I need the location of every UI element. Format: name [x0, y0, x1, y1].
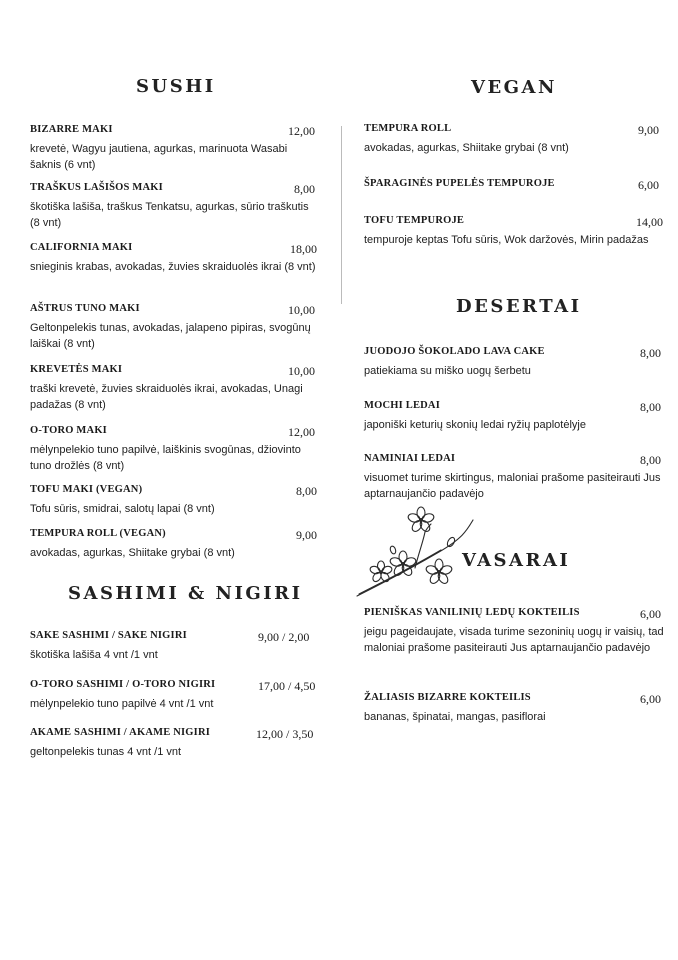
item-name: SAKE SASHIMI / SAKE NIGIRI: [30, 630, 187, 641]
item-price: 8,00: [640, 400, 661, 414]
item-price: 6,00: [640, 692, 661, 706]
item-description: japoniški keturių skonių ledai ryžių paplotėlyje: [364, 419, 586, 431]
item-price: 9,00: [296, 528, 317, 542]
item-price: 12,00 / 3,50: [256, 727, 314, 741]
item-price: 8,00: [296, 484, 317, 498]
item-description: avokadas, agurkas, Shiitake grybai (8 vnt): [364, 142, 569, 154]
item-price: 12,00: [288, 124, 315, 138]
item-name: AŠTRUS TUNO MAKI: [30, 303, 140, 314]
item-price: 17,00 / 4,50: [258, 679, 316, 693]
item-description: škotiška lašiša 4 vnt /1 vnt: [30, 649, 158, 661]
menu-item: [30, 727, 322, 760]
menu-item: [30, 124, 320, 173]
menu-item: [30, 679, 322, 712]
item-description: Geltonpelekis tunas, avokadas, jalapeno pipiras, svogūnų laiškai (8 vnt): [30, 322, 311, 350]
section-heading-vasarai: VASARAI: [462, 550, 571, 571]
menu-item: [30, 303, 322, 352]
item-description: visuomet turime skirtingus, maloniai prašome pasiteirauti Jus aptarnaujančio padavėjo: [364, 472, 661, 500]
menu-item: [30, 484, 322, 517]
menu-item: [364, 346, 664, 379]
item-description: bananas, špinatai, mangas, pasiflorai: [364, 711, 546, 723]
item-description: jeigu pageidaujate, visada turime sezoninių uogų ir vaisių, tad maloniai prašome pasiteirauti Jus aptarnaujančio padavėjo: [364, 626, 664, 654]
menu-item: [364, 400, 664, 433]
item-description: mėlynpelekio tuno papilvė, laiškinis svogūnas, džiovinto tuno drožlės (8 vnt): [30, 444, 301, 472]
item-name: BIZARRE MAKI: [30, 124, 113, 135]
item-description: krevetė, Wagyu jautiena, agurkas, marinuota Wasabi šaknis (6 vnt): [30, 143, 288, 171]
section-heading-sushi: SUSHI: [136, 76, 216, 97]
item-description: mėlynpelekio tuno papilvė 4 vnt /1 vnt: [30, 698, 214, 710]
item-name: O-TORO MAKI: [30, 425, 107, 436]
item-name: KREVETĖS MAKI: [30, 364, 123, 375]
cherry-blossom-icon: [355, 506, 475, 602]
menu-item: [364, 453, 664, 502]
item-name: O-TORO SASHIMI / O-TORO NIGIRI: [30, 679, 216, 690]
item-name: TEMPURA ROLL (VEGAN): [30, 528, 166, 539]
column-divider: [341, 126, 342, 304]
section-heading-vegan: VEGAN: [471, 77, 557, 98]
menu-item: [30, 182, 320, 231]
item-price: 8,00: [640, 346, 661, 360]
menu-item: [364, 178, 664, 192]
item-description: snieginis krabas, avokadas, žuvies skraiduolės ikrai (8 vnt): [30, 261, 316, 273]
section-heading-desertai: DESERTAI: [456, 296, 582, 317]
item-name: PIENIŠKAS VANILINIŲ LEDŲ KOKTEILIS: [364, 607, 580, 618]
item-price: 6,00: [638, 178, 659, 192]
menu-item: [30, 242, 320, 275]
item-description: geltonpelekis tunas 4 vnt /1 vnt: [30, 746, 182, 758]
item-description: škotiška lašiša, traškus Tenkatsu, agurkas, sūrio traškutis (8 vnt): [30, 201, 309, 229]
item-price: 14,00: [636, 215, 663, 229]
menu-item: [364, 123, 664, 156]
item-description: Tofu sūris, smidrai, salotų lapai (8 vnt): [30, 503, 215, 515]
item-description: patiekiama su miško uogų šerbetu: [364, 365, 531, 377]
menu-item: [30, 630, 322, 663]
item-name: ŠPARAGINĖS PUPELĖS TEMPUROJE: [364, 178, 555, 189]
item-description: tempuroje keptas Tofu sūris, Wok daržovės, Mirin padažas: [364, 234, 649, 246]
item-name: TEMPURA ROLL: [364, 123, 452, 134]
menu-item: [30, 528, 322, 561]
item-name: TOFU TEMPUROJE: [364, 215, 465, 226]
menu-item: [30, 364, 320, 413]
menu-item: [364, 607, 666, 656]
menu-item: [364, 215, 668, 248]
menu-item: [30, 425, 320, 474]
item-name: AKAME SASHIMI / AKAME NIGIRI: [30, 727, 211, 738]
item-price: 10,00: [288, 303, 315, 317]
item-price: 9,00 / 2,00: [258, 630, 310, 644]
item-price: 18,00: [290, 242, 317, 256]
item-price: 10,00: [288, 364, 315, 378]
item-name: JUODOJO ŠOKOLADO LAVA CAKE: [364, 346, 545, 357]
item-name: TOFU MAKI (VEGAN): [30, 484, 143, 495]
item-description: traški krevetė, žuvies skraiduolės ikrai, avokadas, Unagi padažas (8 vnt): [30, 383, 303, 411]
item-name: NAMINIAI LEDAI: [364, 453, 456, 464]
section-heading-sashimi-nigiri: SASHIMI & NIGIRI: [68, 583, 303, 604]
item-name: ŽALIASIS BIZARRE KOKTEILIS: [364, 692, 531, 703]
item-price: 8,00: [294, 182, 315, 196]
menu-item: [364, 692, 666, 725]
item-price: 12,00: [288, 425, 315, 439]
item-price: 9,00: [638, 123, 659, 137]
item-price: 6,00: [640, 607, 661, 621]
item-name: TRAŠKUS LAŠIŠOS MAKI: [30, 182, 163, 193]
item-description: avokadas, agurkas, Shiitake grybai (8 vnt): [30, 547, 235, 559]
item-name: CALIFORNIA MAKI: [30, 242, 133, 253]
item-name: MOCHI LEDAI: [364, 400, 440, 411]
item-price: 8,00: [640, 453, 661, 467]
